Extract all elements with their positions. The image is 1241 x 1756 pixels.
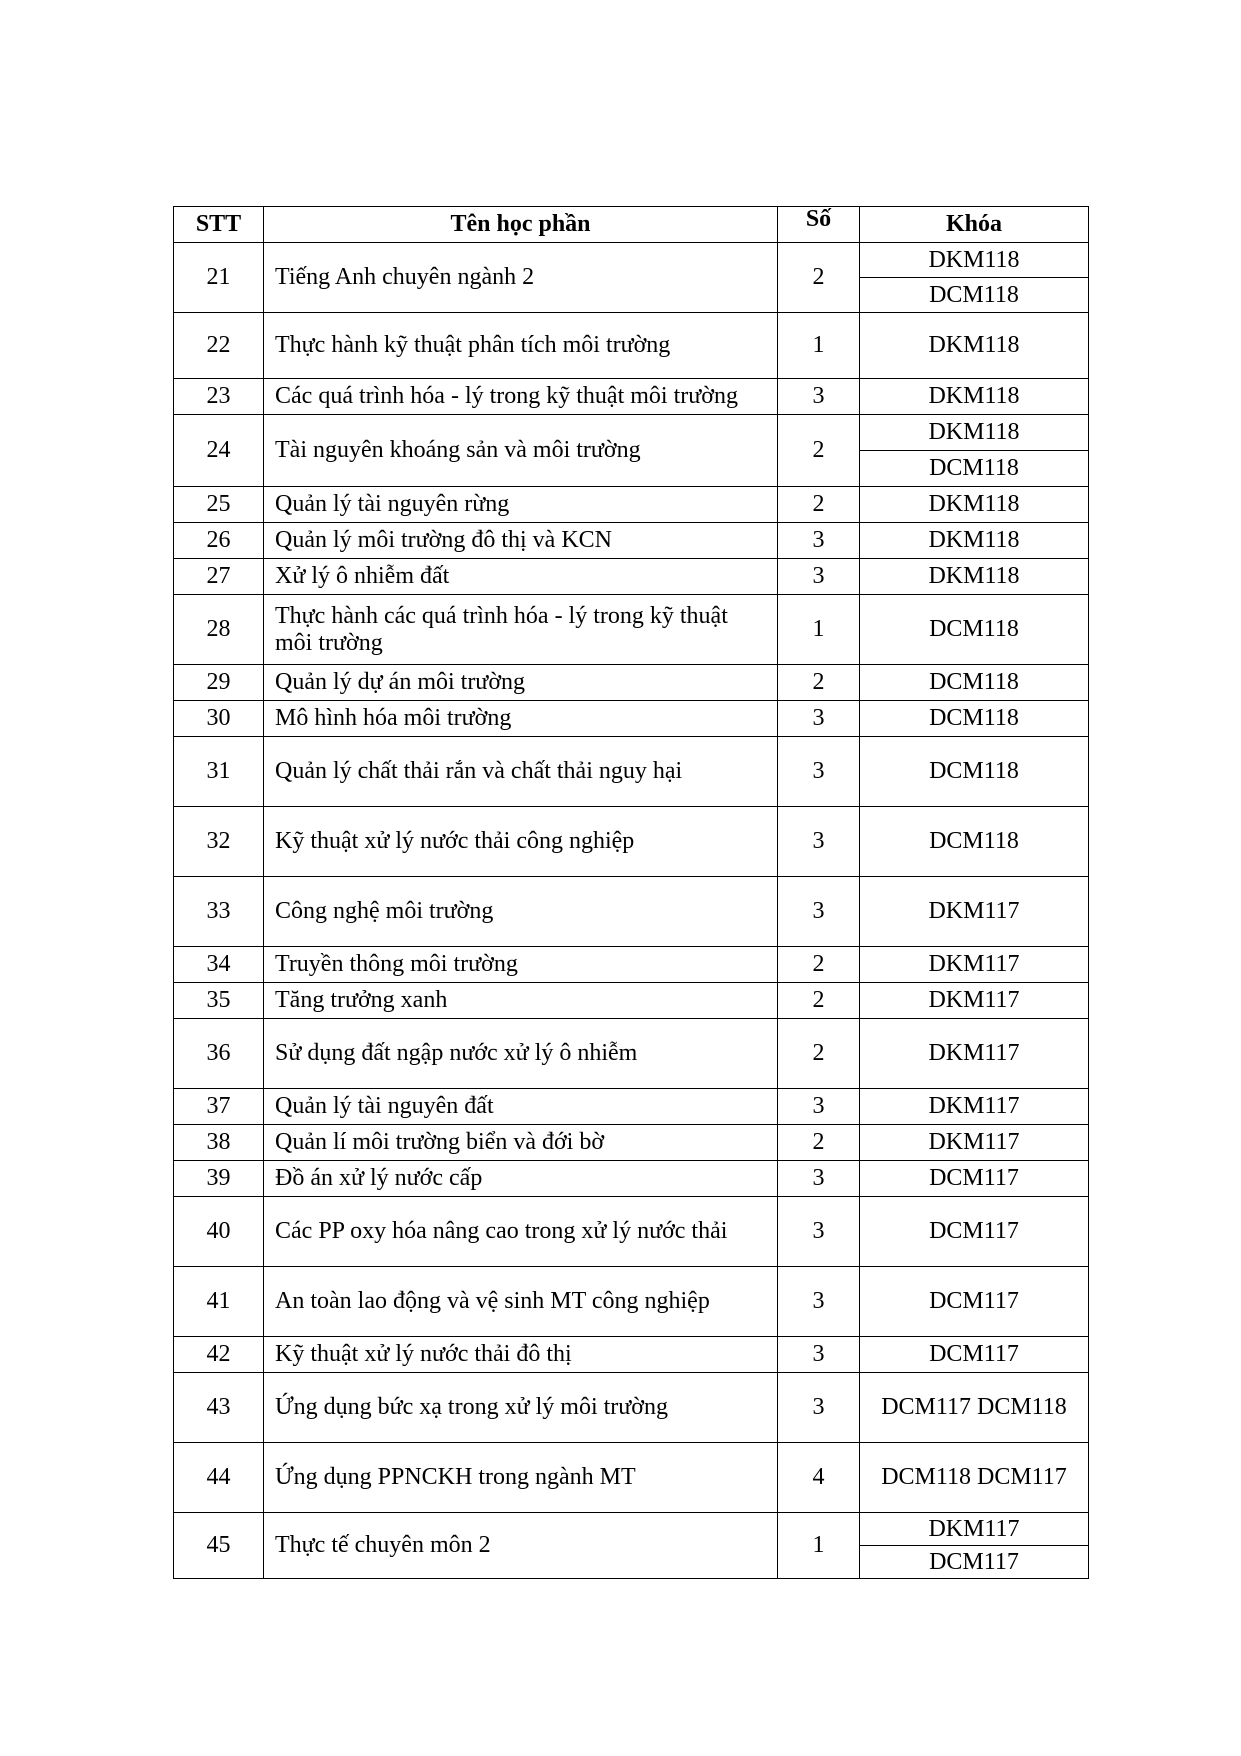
- row-cohort: DKM118: [860, 313, 1089, 379]
- row-course-name: Quản lý tài nguyên đất: [264, 1089, 778, 1125]
- row-cohort: DKM118: [860, 243, 1089, 278]
- row-course-name: Xử lý ô nhiễm đất: [264, 559, 778, 595]
- row-course-name: Quản lý chất thải rắn và chất thải nguy hại: [264, 737, 778, 807]
- table-row: [174, 807, 1089, 877]
- row-stt: 35: [174, 983, 264, 1019]
- row-stt: 25: [174, 487, 264, 523]
- row-stt: 44: [174, 1443, 264, 1513]
- row-cohort: DKM117: [860, 1513, 1089, 1546]
- row-stt: 29: [174, 665, 264, 701]
- row-credits: 3: [778, 1089, 860, 1125]
- row-cohort: DKM118: [860, 523, 1089, 559]
- row-course-name: Tiếng Anh chuyên ngành 2: [264, 243, 778, 313]
- row-credits: 2: [778, 665, 860, 701]
- row-course-name: Ứng dụng bức xạ trong xử lý môi trường: [264, 1373, 778, 1443]
- header-credits: Số: [778, 207, 860, 243]
- row-credits: 3: [778, 701, 860, 737]
- row-credits: 3: [778, 1337, 860, 1373]
- row-cohort: DKM117: [860, 1125, 1089, 1161]
- row-credits: 1: [778, 1513, 860, 1579]
- row-course-name: Ứng dụng PPNCKH trong ngành MT: [264, 1443, 778, 1513]
- row-cohort: DKM117: [860, 947, 1089, 983]
- table-row: [174, 1267, 1089, 1337]
- table-row: [174, 1373, 1089, 1443]
- row-stt: 30: [174, 701, 264, 737]
- row-cohort: DCM117: [860, 1546, 1089, 1579]
- row-credits: 3: [778, 737, 860, 807]
- table-row: [174, 947, 1089, 983]
- row-course-name: Thực hành các quá trình hóa - lý trong kỹ thuật môi trường: [264, 595, 778, 665]
- row-course-name: Các PP oxy hóa nâng cao trong xử lý nước thải: [264, 1197, 778, 1267]
- table-row: [174, 379, 1089, 415]
- table-row: [174, 595, 1089, 665]
- header-stt: STT: [174, 207, 264, 243]
- row-credits: 2: [778, 947, 860, 983]
- row-stt: 37: [174, 1089, 264, 1125]
- table-row: [174, 1125, 1089, 1161]
- table-row: [174, 1089, 1089, 1125]
- row-cohort: DKM117: [860, 1019, 1089, 1089]
- table-row: [174, 1197, 1089, 1267]
- row-credits: 3: [778, 379, 860, 415]
- table-row: [174, 1019, 1089, 1089]
- table-row: [174, 877, 1089, 947]
- row-course-name: Sử dụng đất ngập nước xử lý ô nhiễm: [264, 1019, 778, 1089]
- row-credits: 2: [778, 415, 860, 487]
- row-cohort: DCM118: [860, 807, 1089, 877]
- row-cohort: DCM118: [860, 278, 1089, 313]
- table-row: [174, 243, 1089, 278]
- table-row: [174, 559, 1089, 595]
- row-cohort: DCM117: [860, 1337, 1089, 1373]
- row-cohort: DCM117: [860, 1197, 1089, 1267]
- row-stt: 39: [174, 1161, 264, 1197]
- row-stt: 31: [174, 737, 264, 807]
- table-row: [174, 313, 1089, 379]
- row-credits: 2: [778, 487, 860, 523]
- row-stt: 21: [174, 243, 264, 313]
- row-stt: 40: [174, 1197, 264, 1267]
- row-credits: 3: [778, 1373, 860, 1443]
- row-stt: 38: [174, 1125, 264, 1161]
- table-row: [174, 1513, 1089, 1546]
- row-cohort: DKM117: [860, 877, 1089, 947]
- row-stt: 27: [174, 559, 264, 595]
- row-cohort: DCM118: [860, 701, 1089, 737]
- table-header-row: [174, 207, 1089, 243]
- row-course-name: Kỹ thuật xử lý nước thải công nghiệp: [264, 807, 778, 877]
- table-row: [174, 737, 1089, 807]
- row-cohort: DCM118: [860, 595, 1089, 665]
- row-credits: 2: [778, 983, 860, 1019]
- row-credits: 2: [778, 1125, 860, 1161]
- row-cohort: DCM118: [860, 737, 1089, 807]
- table-row: [174, 1337, 1089, 1373]
- row-cohort: DKM118: [860, 487, 1089, 523]
- row-course-name: Tăng trưởng xanh: [264, 983, 778, 1019]
- row-stt: 28: [174, 595, 264, 665]
- table-row: [174, 415, 1089, 451]
- row-stt: 43: [174, 1373, 264, 1443]
- row-cohort: DKM118: [860, 379, 1089, 415]
- row-stt: 32: [174, 807, 264, 877]
- row-cohort: DCM118 DCM117: [860, 1443, 1089, 1513]
- row-cohort: DKM118: [860, 415, 1089, 451]
- row-stt: 42: [174, 1337, 264, 1373]
- row-course-name: Tài nguyên khoáng sản và môi trường: [264, 415, 778, 487]
- row-course-name: Quản lý dự án môi trường: [264, 665, 778, 701]
- table-row: [174, 983, 1089, 1019]
- row-credits: 4: [778, 1443, 860, 1513]
- row-stt: 24: [174, 415, 264, 487]
- row-credits: 2: [778, 1019, 860, 1089]
- row-cohort: DCM117: [860, 1267, 1089, 1337]
- row-stt: 41: [174, 1267, 264, 1337]
- row-course-name: Quản lý tài nguyên rừng: [264, 487, 778, 523]
- row-stt: 36: [174, 1019, 264, 1089]
- row-course-name: Các quá trình hóa - lý trong kỹ thuật môi trường: [264, 379, 778, 415]
- row-cohort: DCM118: [860, 451, 1089, 487]
- row-credits: 3: [778, 559, 860, 595]
- row-course-name: Quản lí môi trường biển và đới bờ: [264, 1125, 778, 1161]
- row-course-name: An toàn lao động và vệ sinh MT công nghiệp: [264, 1267, 778, 1337]
- table-row: [174, 1443, 1089, 1513]
- header-course-name: Tên học phần: [264, 207, 778, 243]
- row-cohort: DCM117: [860, 1161, 1089, 1197]
- row-course-name: Đồ án xử lý nước cấp: [264, 1161, 778, 1197]
- table-row: [174, 1161, 1089, 1197]
- row-course-name: Thực hành kỹ thuật phân tích môi trường: [264, 313, 778, 379]
- row-stt: 34: [174, 947, 264, 983]
- row-credits: 3: [778, 807, 860, 877]
- row-cohort: DCM117 DCM118: [860, 1373, 1089, 1443]
- row-credits: 3: [778, 523, 860, 559]
- row-cohort: DCM118: [860, 665, 1089, 701]
- row-course-name: Kỹ thuật xử lý nước thải đô thị: [264, 1337, 778, 1373]
- row-stt: 23: [174, 379, 264, 415]
- table-row: [174, 523, 1089, 559]
- row-credits: 1: [778, 313, 860, 379]
- row-cohort: DKM117: [860, 1089, 1089, 1125]
- row-course-name: Truyền thông môi trường: [264, 947, 778, 983]
- row-credits: 3: [778, 877, 860, 947]
- row-course-name: Công nghệ môi trường: [264, 877, 778, 947]
- table-body: [174, 243, 1089, 1579]
- header-cohort: Khóa: [860, 207, 1089, 243]
- table-row: [174, 487, 1089, 523]
- row-stt: 45: [174, 1513, 264, 1579]
- row-credits: 3: [778, 1267, 860, 1337]
- row-stt: 22: [174, 313, 264, 379]
- course-table: [173, 206, 1089, 1579]
- row-credits: 1: [778, 595, 860, 665]
- row-stt: 26: [174, 523, 264, 559]
- row-cohort: DKM117: [860, 983, 1089, 1019]
- row-credits: 3: [778, 1161, 860, 1197]
- row-course-name: Quản lý môi trường đô thị và KCN: [264, 523, 778, 559]
- table-row: [174, 701, 1089, 737]
- table-row: [174, 665, 1089, 701]
- row-credits: 3: [778, 1197, 860, 1267]
- row-cohort: DKM118: [860, 559, 1089, 595]
- row-credits: 2: [778, 243, 860, 313]
- row-course-name: Mô hình hóa môi trường: [264, 701, 778, 737]
- row-course-name: Thực tế chuyên môn 2: [264, 1513, 778, 1579]
- row-stt: 33: [174, 877, 264, 947]
